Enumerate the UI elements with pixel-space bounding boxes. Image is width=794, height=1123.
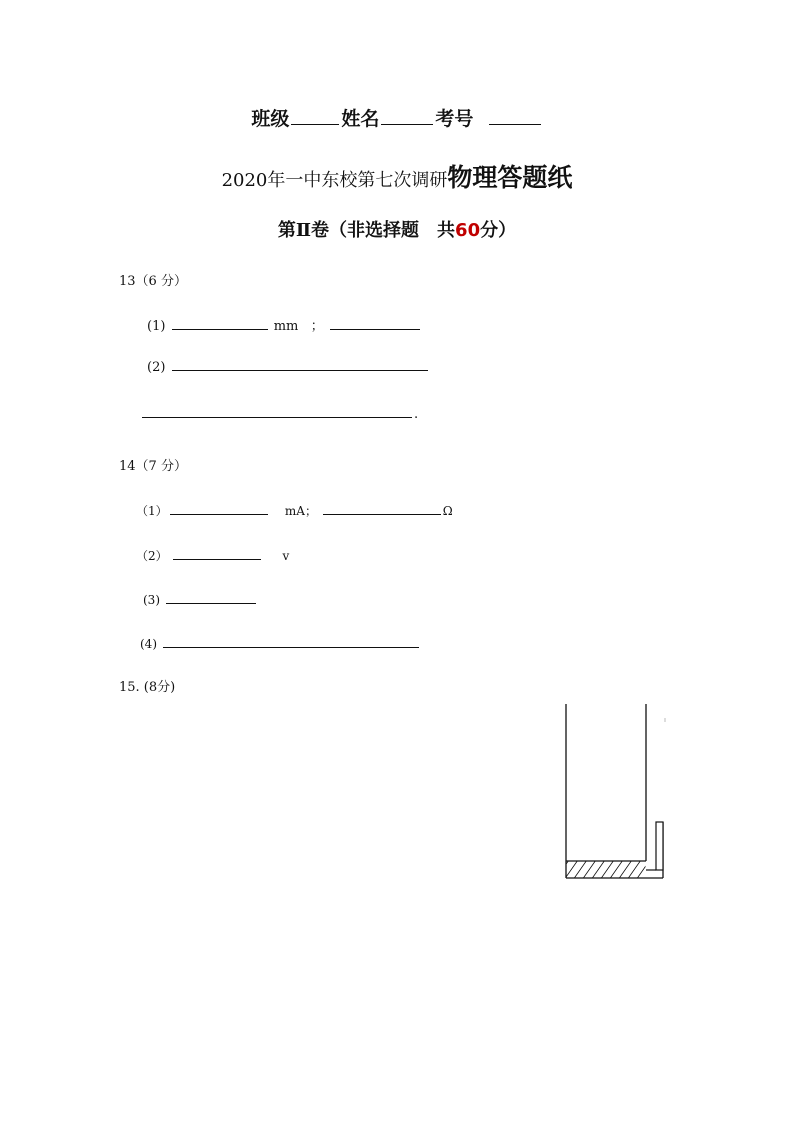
exam-number-label: 考号 — [435, 108, 474, 130]
q13-p1-label: (1) — [147, 319, 166, 334]
q14-p2-label: （2） — [136, 549, 168, 563]
q13-p2-blank-a[interactable] — [172, 369, 428, 371]
q15-heading: 15. (8分) — [119, 680, 176, 695]
q13-p1-blank-a[interactable] — [172, 328, 268, 330]
q14-p1-unit2: Ω — [442, 504, 453, 518]
q14-part1 — [136, 502, 453, 519]
q14-heading: 14（7 分） — [119, 459, 187, 474]
hatched-layer — [567, 861, 646, 878]
q14-p1-label: （1） — [136, 504, 168, 518]
q13-p2-end: . — [414, 407, 419, 422]
q13-p1-blank-b[interactable] — [330, 328, 420, 330]
q13-p2-label: (2) — [147, 360, 166, 375]
section-suffix: 分） — [480, 220, 517, 241]
title-prefix: 2020年一中东校第七次调研 — [221, 170, 448, 191]
q13-part1 — [147, 315, 422, 334]
exam-number-field[interactable] — [489, 123, 541, 125]
q13-p1-unit: mm — [273, 319, 299, 334]
q14-p1-blank-a[interactable] — [170, 513, 268, 515]
q14-p4-blank[interactable] — [163, 646, 419, 648]
q14-p2-unit: v — [282, 549, 290, 563]
q14-p1-blank-b[interactable] — [323, 513, 441, 515]
student-info-header — [0, 104, 794, 131]
container-diagram — [560, 700, 670, 885]
q14-p2-blank[interactable] — [173, 558, 261, 560]
side-tube — [656, 822, 663, 870]
page-title — [0, 158, 794, 194]
q14-p1-unit1: mA； — [284, 504, 317, 518]
title-main: 物理答题纸 — [447, 163, 573, 192]
class-field[interactable] — [291, 123, 339, 125]
section-heading — [0, 216, 794, 242]
name-field[interactable] — [381, 123, 433, 125]
q14-p3-blank[interactable] — [166, 602, 256, 604]
class-label: 班级 — [251, 108, 290, 130]
q13-p1-separator: ； — [310, 319, 324, 334]
section-points: 60 — [455, 220, 481, 241]
q14-part4 — [140, 637, 421, 651]
q13-part2 — [147, 360, 430, 375]
q13-p2-blank-b[interactable] — [142, 416, 412, 418]
q13-heading: 13（6 分） — [119, 274, 187, 289]
q14-p4-label: (4) — [140, 637, 157, 651]
q14-part2 — [136, 547, 289, 564]
q14-p3-label: (3) — [143, 593, 160, 607]
section-prefix: 第Ⅱ卷（非选择题 共 — [277, 220, 456, 241]
q13-part2-cont — [140, 407, 418, 422]
q14-part3 — [143, 593, 258, 607]
name-label: 姓名 — [341, 108, 380, 130]
